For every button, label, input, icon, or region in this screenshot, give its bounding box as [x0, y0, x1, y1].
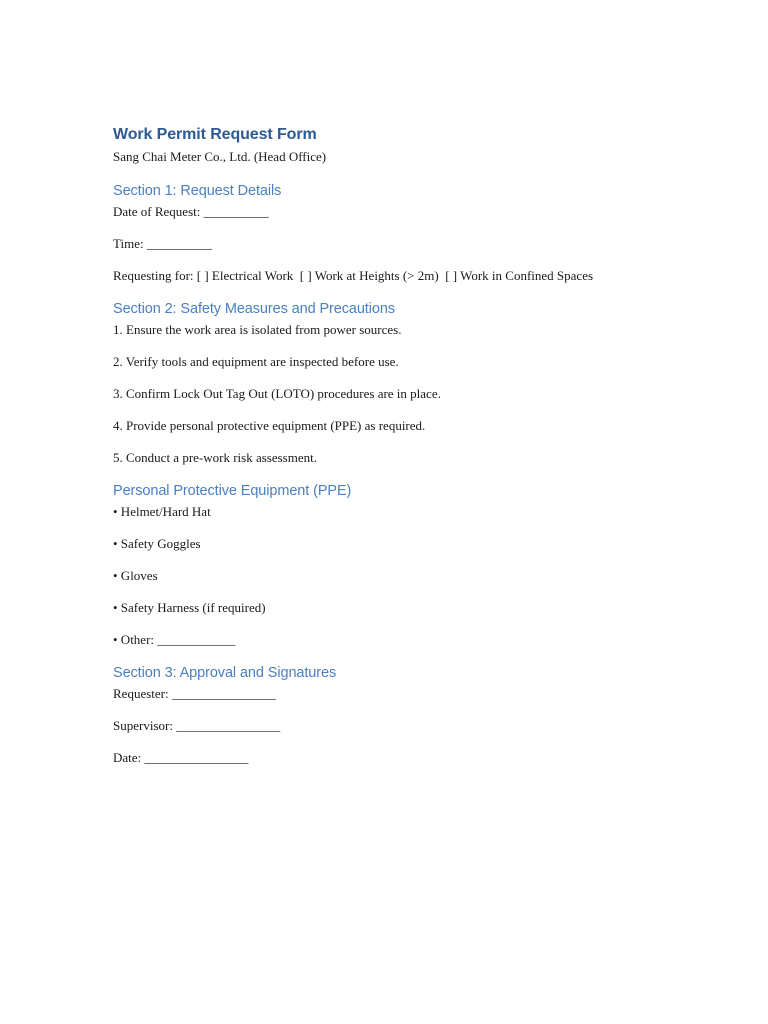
list-item: • Helmet/Hard Hat — [113, 504, 211, 519]
section-heading: Section 2: Safety Measures and Precautions — [113, 301, 395, 317]
list-item: 5. Conduct a pre-work risk assessment. — [113, 450, 317, 465]
section-request-details — [113, 181, 708, 285]
list-item: 4. Provide personal protective equipment (PPE) as required. — [113, 418, 426, 433]
date-of-request-field: Date of Request: __________ — [113, 204, 269, 219]
list-item: • Safety Goggles — [113, 536, 201, 551]
list-item: 2. Verify tools and equipment are inspected before use. — [113, 354, 399, 369]
list-item: 1. Ensure the work area is isolated from power sources. — [113, 322, 402, 337]
requesting-for-checklist: Requesting for: [ ] Electrical Work [ ] Work at Heights (> 2m) [ ] Work in Confined Spaces — [113, 268, 594, 283]
company-name: Sang Chai Meter Co., Ltd. (Head Office) — [113, 149, 327, 164]
section-approval-signatures — [113, 663, 708, 767]
document-title: Work Permit Request Form — [113, 126, 317, 143]
list-item: • Safety Harness (if required) — [113, 600, 266, 615]
section-heading: Section 3: Approval and Signatures — [113, 665, 337, 681]
section-heading: Personal Protective Equipment (PPE) — [113, 483, 352, 499]
supervisor-signature-field: Supervisor: ________________ — [113, 718, 281, 733]
time-field: Time: __________ — [113, 236, 212, 251]
list-item: 3. Confirm Lock Out Tag Out (LOTO) procedures are in place. — [113, 386, 441, 401]
section-safety-measures — [113, 299, 708, 467]
list-item: • Other: ____________ — [113, 632, 236, 647]
section-ppe — [113, 481, 708, 649]
list-item: • Gloves — [113, 568, 158, 583]
date-signature-field: Date: ________________ — [113, 750, 249, 765]
requester-signature-field: Requester: ________________ — [113, 686, 276, 701]
section-heading: Section 1: Request Details — [113, 183, 282, 199]
